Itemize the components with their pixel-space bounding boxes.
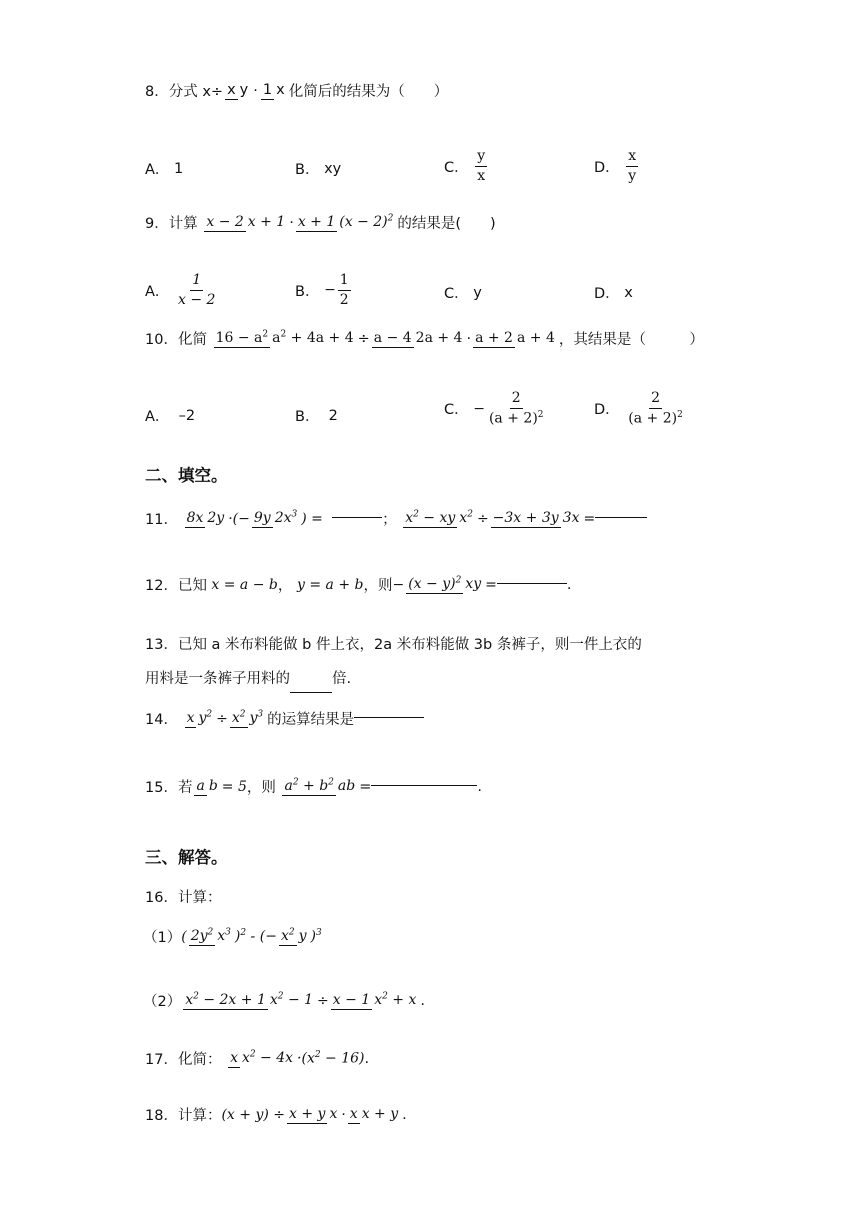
question-number: 11． bbox=[145, 512, 178, 528]
answer-blank[interactable] bbox=[332, 516, 382, 518]
question-8: 8． 分式 x÷ x y · 1 x 化简后的结果为（ ） bbox=[145, 81, 449, 100]
question-18: 18． 计算： (x + y) ÷ x + y x · x x + y . bbox=[145, 1104, 407, 1125]
question-number: 18． bbox=[145, 1108, 178, 1124]
question-number: 10． bbox=[145, 332, 178, 348]
option-b: B． − $\frac{1}{2}$ bbox=[295, 272, 349, 308]
answer-blank[interactable] bbox=[497, 582, 567, 584]
option-c: C． y bbox=[444, 284, 482, 302]
question-9: 9． 计算 x − 2 x + 1 · x + 1 $(x - 2)^2$ 的结果是( ) bbox=[145, 213, 496, 232]
question-14: 14． x $y^2$ ÷ $x^2$ $y^3$ 的运算结果是 bbox=[145, 708, 424, 729]
question-text: 分式 x÷ bbox=[168, 84, 224, 100]
answer-blank[interactable] bbox=[371, 784, 477, 786]
question-number: 17． bbox=[145, 1052, 178, 1068]
question-text: 的结果是( ) bbox=[397, 216, 496, 232]
fraction: 1 x bbox=[262, 81, 285, 98]
fraction: a − 4 2a + 4 bbox=[373, 330, 463, 347]
answer-blank[interactable] bbox=[290, 691, 332, 693]
question-12: 12． 已知 x = a − b ， y = a + b ，则 − $(x - y)^2$ xy = . bbox=[145, 575, 572, 594]
question-number: 12． bbox=[145, 578, 178, 594]
option-d: D． $\frac{x}{y}$ bbox=[594, 148, 637, 184]
fraction: x − 2 x + 1 bbox=[206, 214, 286, 231]
option-c: C． $\frac{y}{x}$ bbox=[444, 148, 486, 184]
option-a: A． $\frac{1}{x - 2}$ bbox=[145, 272, 216, 308]
section-heading: 二、填空。 bbox=[145, 466, 228, 485]
question-text: ，其结果是（ ） bbox=[558, 332, 704, 348]
answer-blank[interactable] bbox=[354, 716, 424, 718]
fraction: a + 2 a + 4 bbox=[475, 330, 555, 347]
question-10: 10． 化简 $16 - a^2$ $a^2 + 4a + 4$ ÷ a − 4 2a + 4 · a + 2 a + 4 ，其结果是（ ） bbox=[145, 329, 704, 348]
question-16-title: 16．计算： bbox=[145, 890, 222, 906]
question-text: 化简后的结果为（ ） bbox=[288, 84, 449, 100]
option-a: A． 1 bbox=[145, 160, 184, 178]
option-b: B． xy bbox=[295, 160, 342, 178]
question-11: 11． 8x 2y ·(− 9y $2x^3$ ) = ； $x^2$ − xy $x^2$ ÷ −3x + 3y 3x = bbox=[145, 508, 647, 529]
option-c: C． − $\frac{2}{(a + 2)^2}$ bbox=[444, 390, 544, 427]
question-16-part-1: （1） ( $2y^2$ $x^3$ )$^2$ - (− $x^2$ y )$^3$ bbox=[143, 927, 322, 946]
question-text: 计算 bbox=[168, 216, 198, 232]
answer-blank[interactable] bbox=[595, 516, 647, 518]
question-number: 9． bbox=[145, 216, 169, 232]
question-number: 8． bbox=[145, 84, 169, 100]
option-d: D． $\frac{2}{(a + 2)^2}$ bbox=[594, 390, 683, 427]
question-text: 化简 bbox=[177, 332, 207, 348]
fraction: x y bbox=[227, 81, 249, 98]
question-15: 15． 若 a b = 5 ，则 $a^2 + b^2$ ab = . bbox=[145, 777, 482, 796]
question-number: 14． bbox=[145, 712, 178, 728]
option-d: D． x bbox=[594, 284, 633, 302]
question-number: 15． bbox=[145, 780, 178, 796]
section-heading: 三、解答。 bbox=[145, 848, 228, 867]
question-17: 17． 化简： x $x^2 - 4x$ $\cdot(x^2 - 16)$ . bbox=[145, 1049, 370, 1068]
fraction: $16 - a^2$ $a^2 + 4a + 4$ bbox=[215, 329, 354, 347]
question-13: 13．已知 a 米布料能做 b 件上衣，2a 米布料能做 3b 条裤子，则一件上衣的 用料是一条裤子用料的 倍. bbox=[145, 628, 725, 696]
question-16-part-2: （2） $x^2 - 2x + 1$ $x^2 - 1$ ÷ x − 1 $x^2 + x$ . bbox=[143, 991, 425, 1010]
option-a: A． –2 bbox=[145, 407, 196, 425]
option-b: B． 2 bbox=[295, 407, 338, 425]
fraction: x + 1 $(x - 2)^2$ bbox=[297, 213, 394, 231]
